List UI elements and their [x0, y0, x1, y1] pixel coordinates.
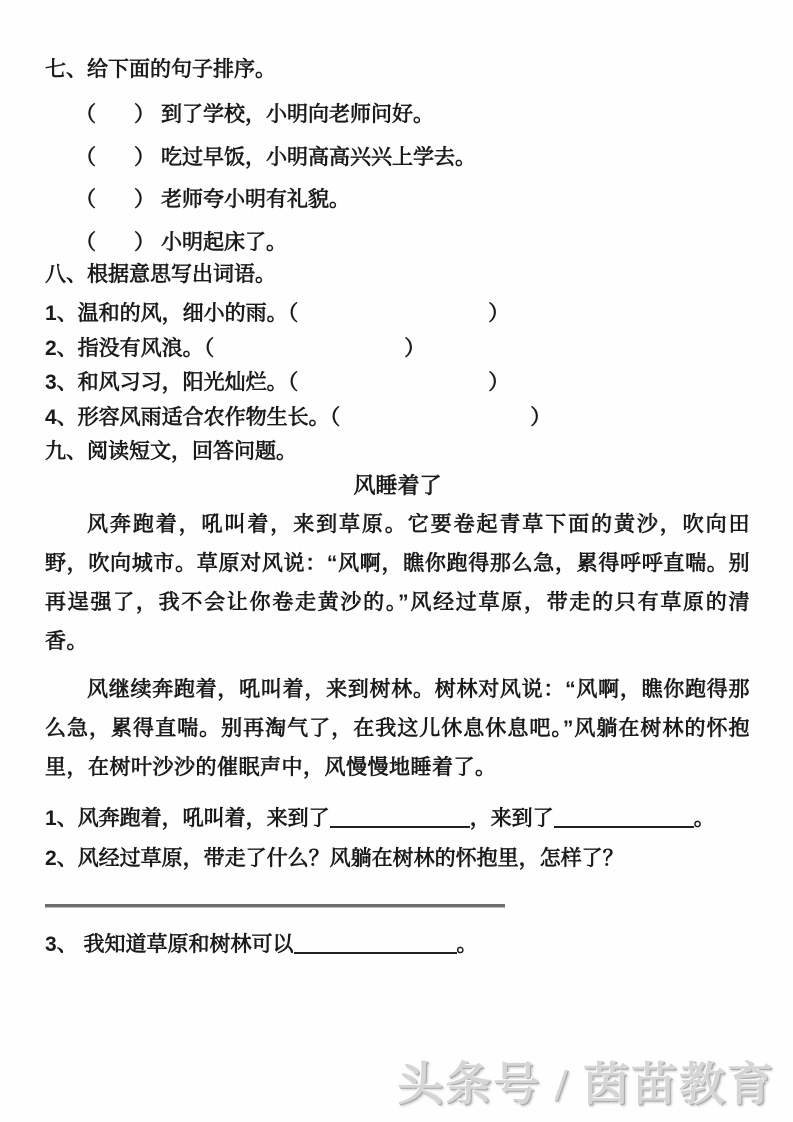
paren-close: ）: [404, 337, 426, 360]
fill-in-blank: [294, 952, 457, 954]
paren-close: ）: [488, 302, 510, 325]
sentence-text: 到了学校，小明向老师问好。: [161, 103, 434, 126]
order-answer-space: [96, 163, 134, 164]
paren-open: （: [75, 231, 96, 254]
paren-open: （: [287, 302, 299, 325]
paren-close: ）: [134, 188, 155, 211]
paren-close: ）: [134, 231, 155, 254]
passage-title: 风睡着了: [353, 473, 442, 498]
question-2: 2、风经过草原，带走了什么？风躺在树林的怀抱里，怎样了？: [45, 847, 624, 870]
word-answer-space: [298, 319, 488, 320]
question-1-period: 。: [693, 807, 715, 830]
section-9-heading: 九、阅读短文，回答问题。: [45, 440, 297, 463]
section-7-heading: 七、给下面的句子排序。: [45, 58, 276, 81]
question-1-text-middle: ，来到了: [469, 807, 554, 830]
order-answer-space: [96, 205, 134, 206]
sentence-order-item-3: [45, 188, 750, 212]
paren-open: （: [75, 146, 96, 169]
word-meaning-item-4: [45, 406, 750, 430]
paren-open: （: [287, 371, 299, 394]
section-8-heading: 八、根据意思写出词语。: [45, 263, 276, 286]
sentence-order-item-4: [45, 231, 750, 255]
order-answer-space: [96, 120, 134, 121]
question-1-text: 1、风奔跑着，吼叫着，来到了: [45, 807, 330, 830]
paren-close: ）: [134, 146, 155, 169]
word-answer-space: [214, 354, 404, 355]
sentence-text: 小明起床了。: [161, 231, 287, 254]
paren-open: （: [75, 103, 96, 126]
word-meaning-item-1: [45, 302, 750, 326]
question-3: [45, 933, 750, 957]
passage-paragraph-2: 风继续奔跑着，吼叫着，来到树林。树林对风说：“风啊，瞧你跑得那么急，累得直喘。别再淘气了，在我这儿休息休息吧。”风躺在树林的怀抱里，在树叶沙沙的催眠声中，风慢慢地睡着了。: [45, 678, 750, 779]
paren-close: ）: [530, 406, 552, 429]
paren-open: （: [329, 406, 341, 429]
paren-close: ）: [134, 103, 155, 126]
worksheet-content: [45, 0, 750, 957]
clue-text: 1、温和的风，细小的雨。: [45, 302, 288, 325]
passage-paragraph-1: 风奔跑着，吼叫着，来到草原。它要卷起青草下面的黄沙，吹向田野，吹向城市。草原对风说：“风啊，瞧你跑得那么急，累得呼呼直喘。别再逞强了，我不会让你卷走黄沙的。”风经过草原，带走的只有草原的清香。: [45, 513, 750, 653]
word-meaning-item-2: [45, 337, 750, 361]
fill-in-blank: [330, 826, 470, 828]
word-meaning-item-3: [45, 371, 750, 395]
question-1: [45, 807, 750, 831]
question-3-text: 3、 我知道草原和树林可以: [45, 933, 294, 956]
paren-open: （: [75, 188, 96, 211]
order-answer-space: [96, 248, 134, 249]
sentence-text: 老师夸小明有礼貌。: [161, 188, 350, 211]
watermark-text: 头条号 / 茵苗教育: [397, 1059, 775, 1110]
sentence-text: 吃过早饭，小明高高兴兴上学去。: [161, 146, 476, 169]
clue-text: 3、和风习习，阳光灿烂。: [45, 371, 288, 394]
question-3-period: 。: [456, 933, 478, 956]
clue-text: 2、指没有风浪。: [45, 337, 204, 360]
answer-writing-line: [45, 904, 505, 908]
fill-in-blank: [554, 826, 694, 828]
sentence-order-item-1: [45, 103, 750, 127]
sentence-order-item-2: [45, 146, 750, 170]
paren-close: ）: [488, 371, 510, 394]
word-answer-space: [340, 423, 530, 424]
paren-open: （: [203, 337, 215, 360]
clue-text: 4、形容风雨适合农作物生长。: [45, 406, 330, 429]
word-answer-space: [298, 388, 488, 389]
